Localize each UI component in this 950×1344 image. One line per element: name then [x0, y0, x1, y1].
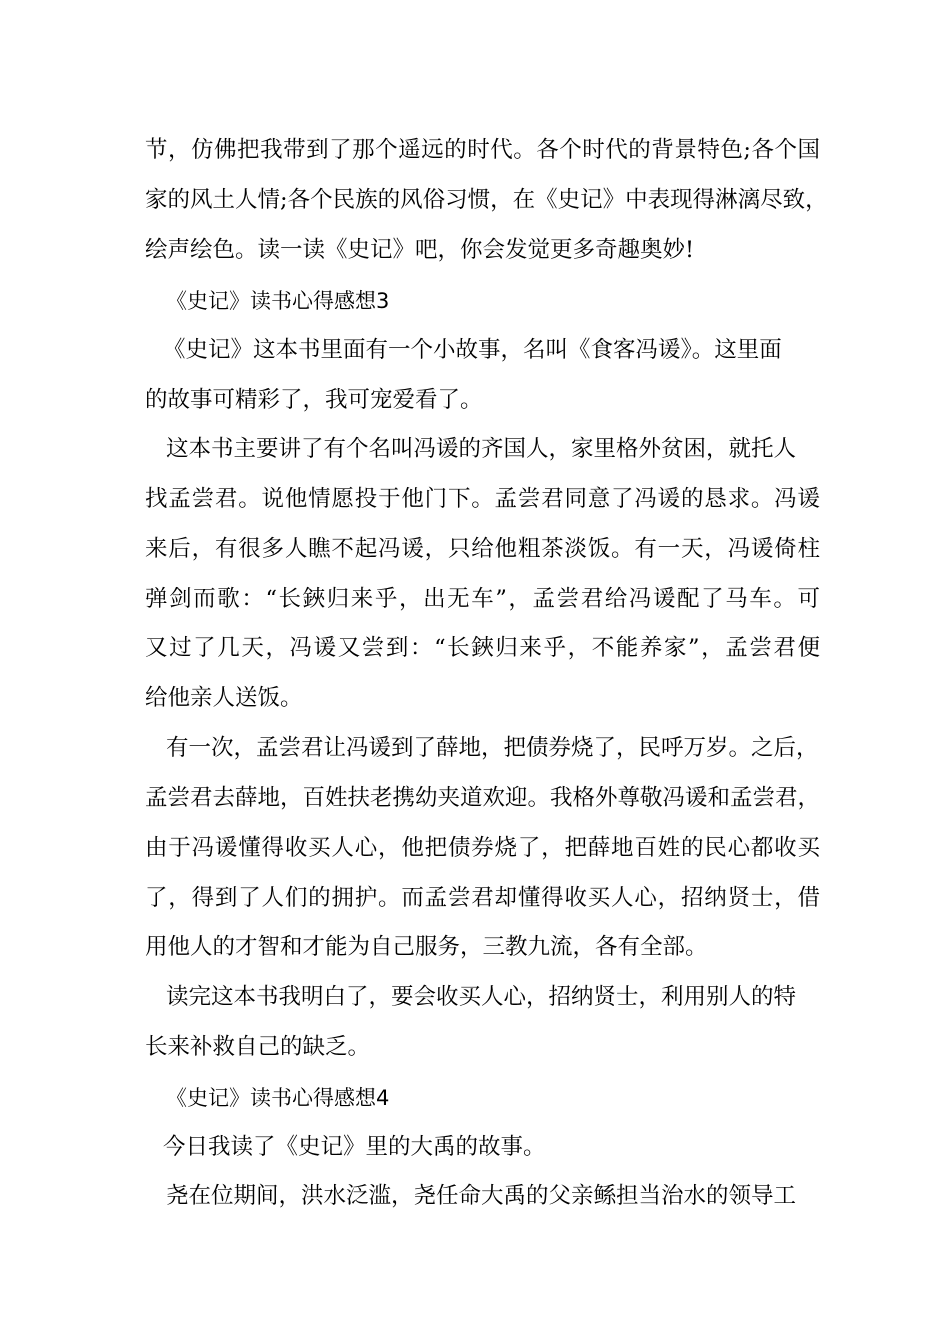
paragraph-line: 家的风土人情;各个民族的风俗习惯，在《史记》中表现得淋漓尽致， [145, 187, 828, 213]
paragraph-line: 弹剑而歌：“长鋏归来乎，出无车”，孟尝君给冯谖配了马车。可 [145, 586, 820, 612]
section-heading-3: 《史记》读书心得感想3 [166, 289, 390, 313]
paragraph-line: 今日我读了《史记》里的大禹的故事。 [163, 1134, 546, 1160]
paragraph-line: 找孟尝君。说他情愿投于他门下。孟尝君同意了冯谖的恳求。冯谖 [145, 486, 820, 512]
paragraph-line: 绘声绘色。读一读《史记》吧，你会发觉更多奇趣奥妙! [145, 237, 695, 263]
paragraph-line: 又过了几天，冯谖又尝到：“长鋏归来乎，不能养家”，孟尝君便 [145, 635, 820, 661]
paragraph-line: 的故事可精彩了，我可宠爱看了。 [145, 387, 483, 413]
paragraph-line: 节，仿佛把我带到了那个遥远的时代。各个时代的背景特色;各个国 [145, 137, 820, 163]
paragraph-line: 了，得到了人们的拥护。而孟尝君却懂得收买人心，招纳贤士，借 [145, 885, 820, 911]
paragraph-line: 用他人的才智和才能为自己服务，三教九流，各有全部。 [145, 934, 708, 960]
paragraph-line: 长来补救自己的缺乏。 [145, 1034, 371, 1060]
paragraph-line: 给他亲人送饭。 [145, 685, 303, 711]
paragraph-line: 来后，有很多人瞧不起冯谖，只给他粗茶淡饭。有一天，冯谖倚柱 [145, 536, 820, 562]
paragraph-line: 孟尝君去薛地，百姓扶老携幼夹道欢迎。我格外尊敬冯谖和孟尝君， [145, 785, 821, 811]
paragraph-line: 有一次，孟尝君让冯谖到了薛地，把债券烧了，民呼万岁。之后， [166, 735, 819, 761]
paragraph-line: 由于冯谖懂得收买人心，他把债券烧了，把薛地百姓的民心都收买 [145, 835, 820, 861]
paragraph-line: 《史记》这本书里面有一个小故事，名叫《食客冯谖》。这里面 [163, 337, 782, 363]
section-heading-4: 《史记》读书心得感想4 [166, 1086, 390, 1110]
paragraph-line: 读完这本书我明白了，要会收买人心，招纳贤士，利用别人的特 [166, 984, 797, 1010]
paragraph-line: 这本书主要讲了有个名叫冯谖的齐国人，家里格外贫困，就托人 [166, 436, 797, 462]
paragraph-line: 尧在位期间，洪水泛滥，尧任命大禹的父亲鲧担当治水的领导工 [166, 1183, 797, 1209]
